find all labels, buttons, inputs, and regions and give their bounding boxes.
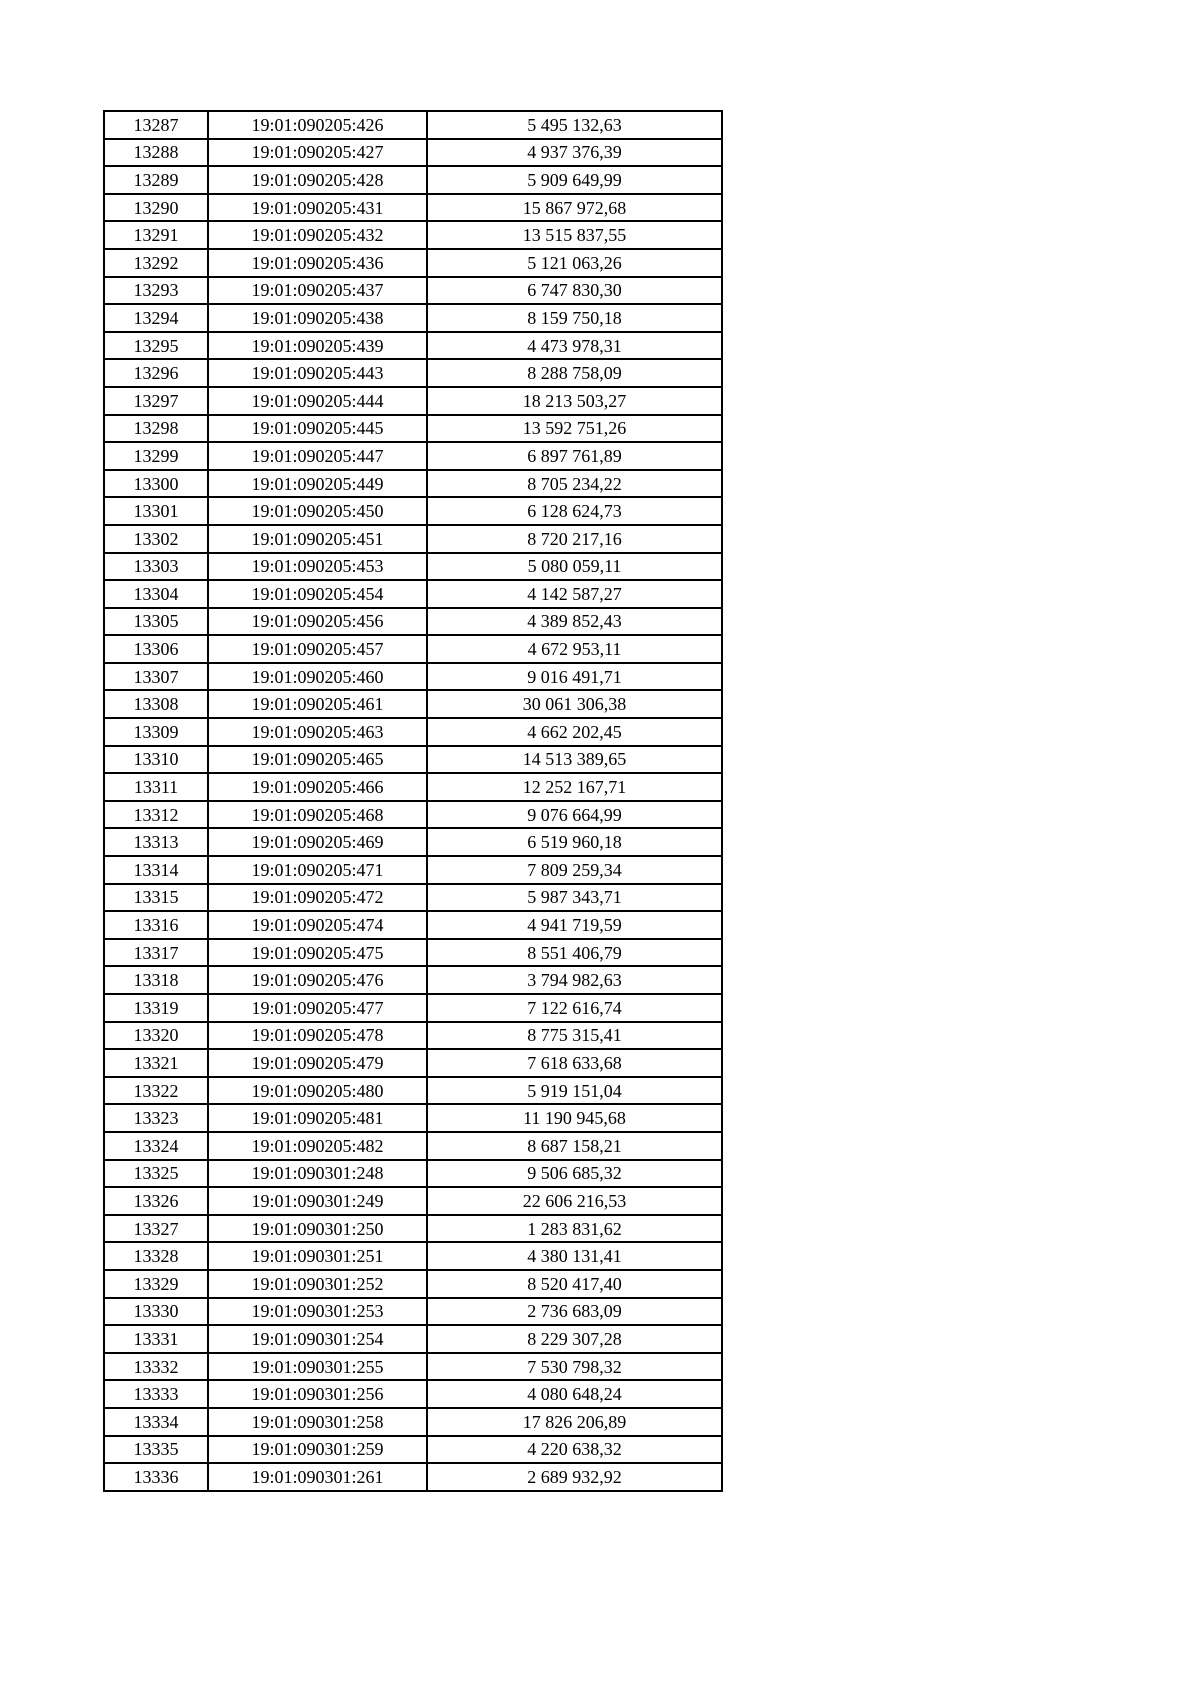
cadastral-value-cell: 6 128 624,73 bbox=[427, 497, 722, 525]
cadastral-number-cell: 19:01:090205:439 bbox=[208, 332, 427, 360]
table-row bbox=[104, 773, 722, 801]
cadastral-number-cell: 19:01:090205:451 bbox=[208, 525, 427, 553]
row-number-cell: 13299 bbox=[104, 442, 208, 470]
cadastral-number-cell: 19:01:090205:447 bbox=[208, 442, 427, 470]
cadastral-number-cell: 19:01:090205:471 bbox=[208, 856, 427, 884]
cadastral-value-cell: 7 809 259,34 bbox=[427, 856, 722, 884]
cadastral-number-cell: 19:01:090205:465 bbox=[208, 746, 427, 774]
cadastral-value-cell: 7 618 633,68 bbox=[427, 1049, 722, 1077]
row-number-cell: 13301 bbox=[104, 497, 208, 525]
cadastral-value-cell: 5 080 059,11 bbox=[427, 553, 722, 581]
cadastral-number-cell: 19:01:090301:253 bbox=[208, 1298, 427, 1326]
table-row bbox=[104, 332, 722, 360]
table-row bbox=[104, 608, 722, 636]
cadastral-number-cell: 19:01:090205:457 bbox=[208, 635, 427, 663]
cadastral-number-cell: 19:01:090205:456 bbox=[208, 608, 427, 636]
cadastral-number-cell: 19:01:090301:261 bbox=[208, 1463, 427, 1491]
cadastral-value-cell: 4 142 587,27 bbox=[427, 580, 722, 608]
cadastral-number-cell: 19:01:090205:437 bbox=[208, 277, 427, 305]
cadastral-value-cell: 8 775 315,41 bbox=[427, 1022, 722, 1050]
cadastral-value-cell: 15 867 972,68 bbox=[427, 194, 722, 222]
cadastral-value-cell: 9 506 685,32 bbox=[427, 1160, 722, 1188]
row-number-cell: 13331 bbox=[104, 1325, 208, 1353]
table-row bbox=[104, 111, 722, 139]
row-number-cell: 13294 bbox=[104, 304, 208, 332]
cadastral-number-cell: 19:01:090205:450 bbox=[208, 497, 427, 525]
table-row bbox=[104, 994, 722, 1022]
table-body bbox=[104, 111, 722, 1491]
table-row bbox=[104, 497, 722, 525]
cadastral-value-cell: 4 473 978,31 bbox=[427, 332, 722, 360]
cadastral-number-cell: 19:01:090301:255 bbox=[208, 1353, 427, 1381]
table-row bbox=[104, 249, 722, 277]
cadastral-value-cell: 8 520 417,40 bbox=[427, 1270, 722, 1298]
table-row bbox=[104, 911, 722, 939]
cadastral-value-cell: 12 252 167,71 bbox=[427, 773, 722, 801]
row-number-cell: 13304 bbox=[104, 580, 208, 608]
row-number-cell: 13308 bbox=[104, 690, 208, 718]
table-row bbox=[104, 1187, 722, 1215]
row-number-cell: 13318 bbox=[104, 966, 208, 994]
row-number-cell: 13335 bbox=[104, 1436, 208, 1464]
cadastral-value-cell: 1 283 831,62 bbox=[427, 1215, 722, 1243]
row-number-cell: 13297 bbox=[104, 387, 208, 415]
cadastral-value-cell: 4 220 638,32 bbox=[427, 1436, 722, 1464]
cadastral-value-cell: 11 190 945,68 bbox=[427, 1104, 722, 1132]
table-row bbox=[104, 1463, 722, 1491]
cadastral-number-cell: 19:01:090205:480 bbox=[208, 1077, 427, 1105]
table-row bbox=[104, 1160, 722, 1188]
row-number-cell: 13291 bbox=[104, 221, 208, 249]
row-number-cell: 13316 bbox=[104, 911, 208, 939]
table-row bbox=[104, 1380, 722, 1408]
table-row bbox=[104, 1270, 722, 1298]
cadastral-number-cell: 19:01:090205:469 bbox=[208, 828, 427, 856]
row-number-cell: 13322 bbox=[104, 1077, 208, 1105]
table-row bbox=[104, 635, 722, 663]
row-number-cell: 13310 bbox=[104, 746, 208, 774]
cadastral-number-cell: 19:01:090205:468 bbox=[208, 801, 427, 829]
cadastral-number-cell: 19:01:090301:250 bbox=[208, 1215, 427, 1243]
cadastral-value-cell: 8 687 158,21 bbox=[427, 1132, 722, 1160]
table-row bbox=[104, 746, 722, 774]
cadastral-value-cell: 5 987 343,71 bbox=[427, 884, 722, 912]
table-row bbox=[104, 856, 722, 884]
cadastral-number-cell: 19:01:090205:454 bbox=[208, 580, 427, 608]
row-number-cell: 13289 bbox=[104, 166, 208, 194]
cadastral-value-cell: 5 919 151,04 bbox=[427, 1077, 722, 1105]
row-number-cell: 13320 bbox=[104, 1022, 208, 1050]
table-row bbox=[104, 828, 722, 856]
cadastral-number-cell: 19:01:090205:479 bbox=[208, 1049, 427, 1077]
row-number-cell: 13336 bbox=[104, 1463, 208, 1491]
table-row bbox=[104, 442, 722, 470]
cadastral-value-cell: 22 606 216,53 bbox=[427, 1187, 722, 1215]
table-row bbox=[104, 194, 722, 222]
table-row bbox=[104, 139, 722, 167]
cadastral-value-cell: 2 689 932,92 bbox=[427, 1463, 722, 1491]
table-row bbox=[104, 359, 722, 387]
table-row bbox=[104, 1353, 722, 1381]
cadastral-number-cell: 19:01:090205:443 bbox=[208, 359, 427, 387]
cadastral-number-cell: 19:01:090205:431 bbox=[208, 194, 427, 222]
row-number-cell: 13290 bbox=[104, 194, 208, 222]
cadastral-value-cell: 4 672 953,11 bbox=[427, 635, 722, 663]
cadastral-number-cell: 19:01:090205:472 bbox=[208, 884, 427, 912]
cadastral-value-cell: 4 080 648,24 bbox=[427, 1380, 722, 1408]
table-row bbox=[104, 1104, 722, 1132]
cadastral-number-cell: 19:01:090205:453 bbox=[208, 553, 427, 581]
cadastral-value-cell: 7 530 798,32 bbox=[427, 1353, 722, 1381]
row-number-cell: 13330 bbox=[104, 1298, 208, 1326]
cadastral-value-cell: 9 016 491,71 bbox=[427, 663, 722, 691]
row-number-cell: 13288 bbox=[104, 139, 208, 167]
cadastral-value-cell: 3 794 982,63 bbox=[427, 966, 722, 994]
cadastral-number-cell: 19:01:090205:445 bbox=[208, 415, 427, 443]
cadastral-number-cell: 19:01:090301:259 bbox=[208, 1436, 427, 1464]
cadastral-value-cell: 5 121 063,26 bbox=[427, 249, 722, 277]
table-row bbox=[104, 415, 722, 443]
cadastral-number-cell: 19:01:090205:436 bbox=[208, 249, 427, 277]
row-number-cell: 13314 bbox=[104, 856, 208, 884]
cadastral-value-cell: 8 705 234,22 bbox=[427, 470, 722, 498]
cadastral-value-cell: 13 515 837,55 bbox=[427, 221, 722, 249]
row-number-cell: 13293 bbox=[104, 277, 208, 305]
table-row bbox=[104, 166, 722, 194]
table-row bbox=[104, 221, 722, 249]
row-number-cell: 13307 bbox=[104, 663, 208, 691]
row-number-cell: 13333 bbox=[104, 1380, 208, 1408]
row-number-cell: 13303 bbox=[104, 553, 208, 581]
cadastral-number-cell: 19:01:090205:478 bbox=[208, 1022, 427, 1050]
row-number-cell: 13305 bbox=[104, 608, 208, 636]
cadastral-number-cell: 19:01:090205:466 bbox=[208, 773, 427, 801]
row-number-cell: 13302 bbox=[104, 525, 208, 553]
row-number-cell: 13313 bbox=[104, 828, 208, 856]
cadastral-number-cell: 19:01:090301:254 bbox=[208, 1325, 427, 1353]
table-row bbox=[104, 663, 722, 691]
cadastral-value-cell: 4 662 202,45 bbox=[427, 718, 722, 746]
table-row bbox=[104, 884, 722, 912]
row-number-cell: 13319 bbox=[104, 994, 208, 1022]
cadastral-value-cell: 6 897 761,89 bbox=[427, 442, 722, 470]
row-number-cell: 13312 bbox=[104, 801, 208, 829]
row-number-cell: 13328 bbox=[104, 1242, 208, 1270]
row-number-cell: 13326 bbox=[104, 1187, 208, 1215]
cadastral-number-cell: 19:01:090301:252 bbox=[208, 1270, 427, 1298]
cadastral-number-cell: 19:01:090205:475 bbox=[208, 939, 427, 967]
cadastral-value-table bbox=[103, 110, 723, 1492]
cadastral-value-cell: 4 941 719,59 bbox=[427, 911, 722, 939]
cadastral-number-cell: 19:01:090301:258 bbox=[208, 1408, 427, 1436]
row-number-cell: 13317 bbox=[104, 939, 208, 967]
table-row bbox=[104, 1077, 722, 1105]
table-row bbox=[104, 1436, 722, 1464]
row-number-cell: 13296 bbox=[104, 359, 208, 387]
row-number-cell: 13311 bbox=[104, 773, 208, 801]
table-row bbox=[104, 939, 722, 967]
row-number-cell: 13309 bbox=[104, 718, 208, 746]
row-number-cell: 13321 bbox=[104, 1049, 208, 1077]
cadastral-value-cell: 8 720 217,16 bbox=[427, 525, 722, 553]
row-number-cell: 13334 bbox=[104, 1408, 208, 1436]
table-row bbox=[104, 304, 722, 332]
cadastral-number-cell: 19:01:090205:474 bbox=[208, 911, 427, 939]
cadastral-value-cell: 4 380 131,41 bbox=[427, 1242, 722, 1270]
table-row bbox=[104, 387, 722, 415]
table-row bbox=[104, 1049, 722, 1077]
cadastral-number-cell: 19:01:090301:251 bbox=[208, 1242, 427, 1270]
cadastral-number-cell: 19:01:090205:463 bbox=[208, 718, 427, 746]
cadastral-value-cell: 4 389 852,43 bbox=[427, 608, 722, 636]
table-row bbox=[104, 1408, 722, 1436]
table-row bbox=[104, 553, 722, 581]
table-row bbox=[104, 580, 722, 608]
cadastral-value-cell: 4 937 376,39 bbox=[427, 139, 722, 167]
table-row bbox=[104, 1298, 722, 1326]
row-number-cell: 13323 bbox=[104, 1104, 208, 1132]
row-number-cell: 13292 bbox=[104, 249, 208, 277]
table-row bbox=[104, 966, 722, 994]
table-row bbox=[104, 470, 722, 498]
cadastral-number-cell: 19:01:090205:460 bbox=[208, 663, 427, 691]
cadastral-value-cell: 8 229 307,28 bbox=[427, 1325, 722, 1353]
row-number-cell: 13287 bbox=[104, 111, 208, 139]
cadastral-number-cell: 19:01:090205:481 bbox=[208, 1104, 427, 1132]
table-row bbox=[104, 1215, 722, 1243]
table-row bbox=[104, 1325, 722, 1353]
table-row bbox=[104, 1132, 722, 1160]
cadastral-number-cell: 19:01:090205:428 bbox=[208, 166, 427, 194]
cadastral-number-cell: 19:01:090301:248 bbox=[208, 1160, 427, 1188]
row-number-cell: 13298 bbox=[104, 415, 208, 443]
row-number-cell: 13332 bbox=[104, 1353, 208, 1381]
cadastral-number-cell: 19:01:090205:432 bbox=[208, 221, 427, 249]
cadastral-number-cell: 19:01:090205:438 bbox=[208, 304, 427, 332]
cadastral-value-cell: 17 826 206,89 bbox=[427, 1408, 722, 1436]
cadastral-value-cell: 13 592 751,26 bbox=[427, 415, 722, 443]
cadastral-number-cell: 19:01:090205:476 bbox=[208, 966, 427, 994]
cadastral-value-cell: 7 122 616,74 bbox=[427, 994, 722, 1022]
row-number-cell: 13329 bbox=[104, 1270, 208, 1298]
cadastral-value-cell: 5 495 132,63 bbox=[427, 111, 722, 139]
cadastral-value-cell: 14 513 389,65 bbox=[427, 746, 722, 774]
table-row bbox=[104, 690, 722, 718]
cadastral-value-cell: 8 551 406,79 bbox=[427, 939, 722, 967]
cadastral-value-cell: 30 061 306,38 bbox=[427, 690, 722, 718]
cadastral-value-cell: 6 519 960,18 bbox=[427, 828, 722, 856]
table-row bbox=[104, 718, 722, 746]
row-number-cell: 13324 bbox=[104, 1132, 208, 1160]
row-number-cell: 13300 bbox=[104, 470, 208, 498]
table-row bbox=[104, 277, 722, 305]
cadastral-number-cell: 19:01:090205:427 bbox=[208, 139, 427, 167]
row-number-cell: 13315 bbox=[104, 884, 208, 912]
row-number-cell: 13325 bbox=[104, 1160, 208, 1188]
cadastral-number-cell: 19:01:090205:482 bbox=[208, 1132, 427, 1160]
row-number-cell: 13306 bbox=[104, 635, 208, 663]
cadastral-value-cell: 18 213 503,27 bbox=[427, 387, 722, 415]
cadastral-value-cell: 6 747 830,30 bbox=[427, 277, 722, 305]
cadastral-number-cell: 19:01:090205:426 bbox=[208, 111, 427, 139]
cadastral-value-cell: 5 909 649,99 bbox=[427, 166, 722, 194]
table-row bbox=[104, 801, 722, 829]
cadastral-number-cell: 19:01:090301:256 bbox=[208, 1380, 427, 1408]
cadastral-number-cell: 19:01:090205:449 bbox=[208, 470, 427, 498]
cadastral-number-cell: 19:01:090301:249 bbox=[208, 1187, 427, 1215]
row-number-cell: 13327 bbox=[104, 1215, 208, 1243]
cadastral-number-cell: 19:01:090205:477 bbox=[208, 994, 427, 1022]
cadastral-value-cell: 8 288 758,09 bbox=[427, 359, 722, 387]
cadastral-value-cell: 2 736 683,09 bbox=[427, 1298, 722, 1326]
table-row bbox=[104, 525, 722, 553]
row-number-cell: 13295 bbox=[104, 332, 208, 360]
cadastral-value-cell: 8 159 750,18 bbox=[427, 304, 722, 332]
table-row bbox=[104, 1242, 722, 1270]
cadastral-number-cell: 19:01:090205:444 bbox=[208, 387, 427, 415]
cadastral-number-cell: 19:01:090205:461 bbox=[208, 690, 427, 718]
table-row bbox=[104, 1022, 722, 1050]
cadastral-value-cell: 9 076 664,99 bbox=[427, 801, 722, 829]
